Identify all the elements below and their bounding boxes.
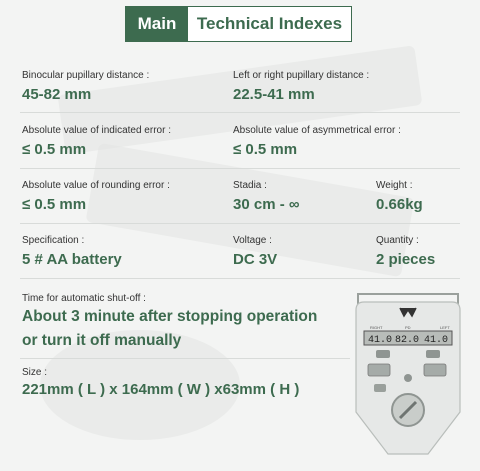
lcd-value-right: 41.0 [368, 335, 393, 346]
display-label-right: RIGHT [370, 325, 383, 330]
spec-label-indicated-error: Absolute value of indicated error : [22, 125, 171, 136]
top-left-button [376, 350, 390, 358]
spec-label-specification: Specification : [22, 235, 85, 246]
divider [20, 223, 460, 224]
header-title: Technical Indexes [196, 14, 343, 33]
mid-left-button [374, 384, 386, 392]
spec-value-binocular-pd: 45-82 mm [22, 86, 92, 103]
spec-label-size: Size : [22, 367, 48, 378]
spec-label-shutoff: Time for automatic shut-off : [22, 293, 146, 304]
header-main-tag: Main [126, 7, 188, 41]
spec-value-rounding-error: ≤ 0.5 mm [22, 196, 87, 213]
spec-label-stadia: Stadia : [233, 180, 267, 191]
small-knob [404, 374, 412, 382]
top-right-button [426, 350, 440, 358]
section-header [125, 6, 352, 42]
display-label-pd: PD [405, 325, 411, 330]
spec-label-quantity: Quantity : [376, 235, 419, 246]
spec-value-stadia: 30 cm - ∞ [233, 196, 300, 213]
spec-label-weight: Weight : [376, 180, 413, 191]
divider [20, 278, 460, 279]
spec-value-monocular-pd: 22.5-41 mm [233, 86, 315, 103]
spec-label-monocular-pd: Left or right pupillary distance : [233, 70, 370, 81]
divider [20, 168, 460, 169]
spec-value-quantity: 2 pieces [376, 251, 436, 268]
spec-label-rounding-error: Absolute value of rounding error : [22, 180, 170, 191]
spec-value-shutoff-line1: About 3 minute after stopping operation [22, 308, 318, 325]
spec-value-indicated-error: ≤ 0.5 mm [22, 141, 87, 158]
spec-value-voltage: DC 3V [233, 251, 278, 268]
lcd-value-pd: 82.0 [395, 335, 420, 346]
left-slider [368, 364, 390, 376]
spec-value-shutoff-line2: or turn it off manually [22, 332, 182, 349]
lcd-value-left: 41.0 [424, 335, 449, 346]
spec-value-weight: 0.66kg [376, 196, 423, 213]
spec-label-asymmetrical-error: Absolute value of asymmetrical error : [233, 125, 401, 136]
divider [20, 112, 460, 113]
right-slider [424, 364, 446, 376]
spec-value-asymmetrical-error: ≤ 0.5 mm [233, 141, 298, 158]
spec-value-size: 221mm ( L ) x 164mm ( W ) x63mm ( H ) [22, 381, 300, 398]
pupilometer-device-illustration [352, 292, 464, 457]
spec-label-binocular-pd: Binocular pupillary distance : [22, 70, 150, 81]
divider [20, 358, 350, 359]
display-label-left: LEFT [440, 325, 450, 330]
spec-label-voltage: Voltage : [233, 235, 272, 246]
spec-value-specification: 5 # AA battery [22, 251, 122, 268]
